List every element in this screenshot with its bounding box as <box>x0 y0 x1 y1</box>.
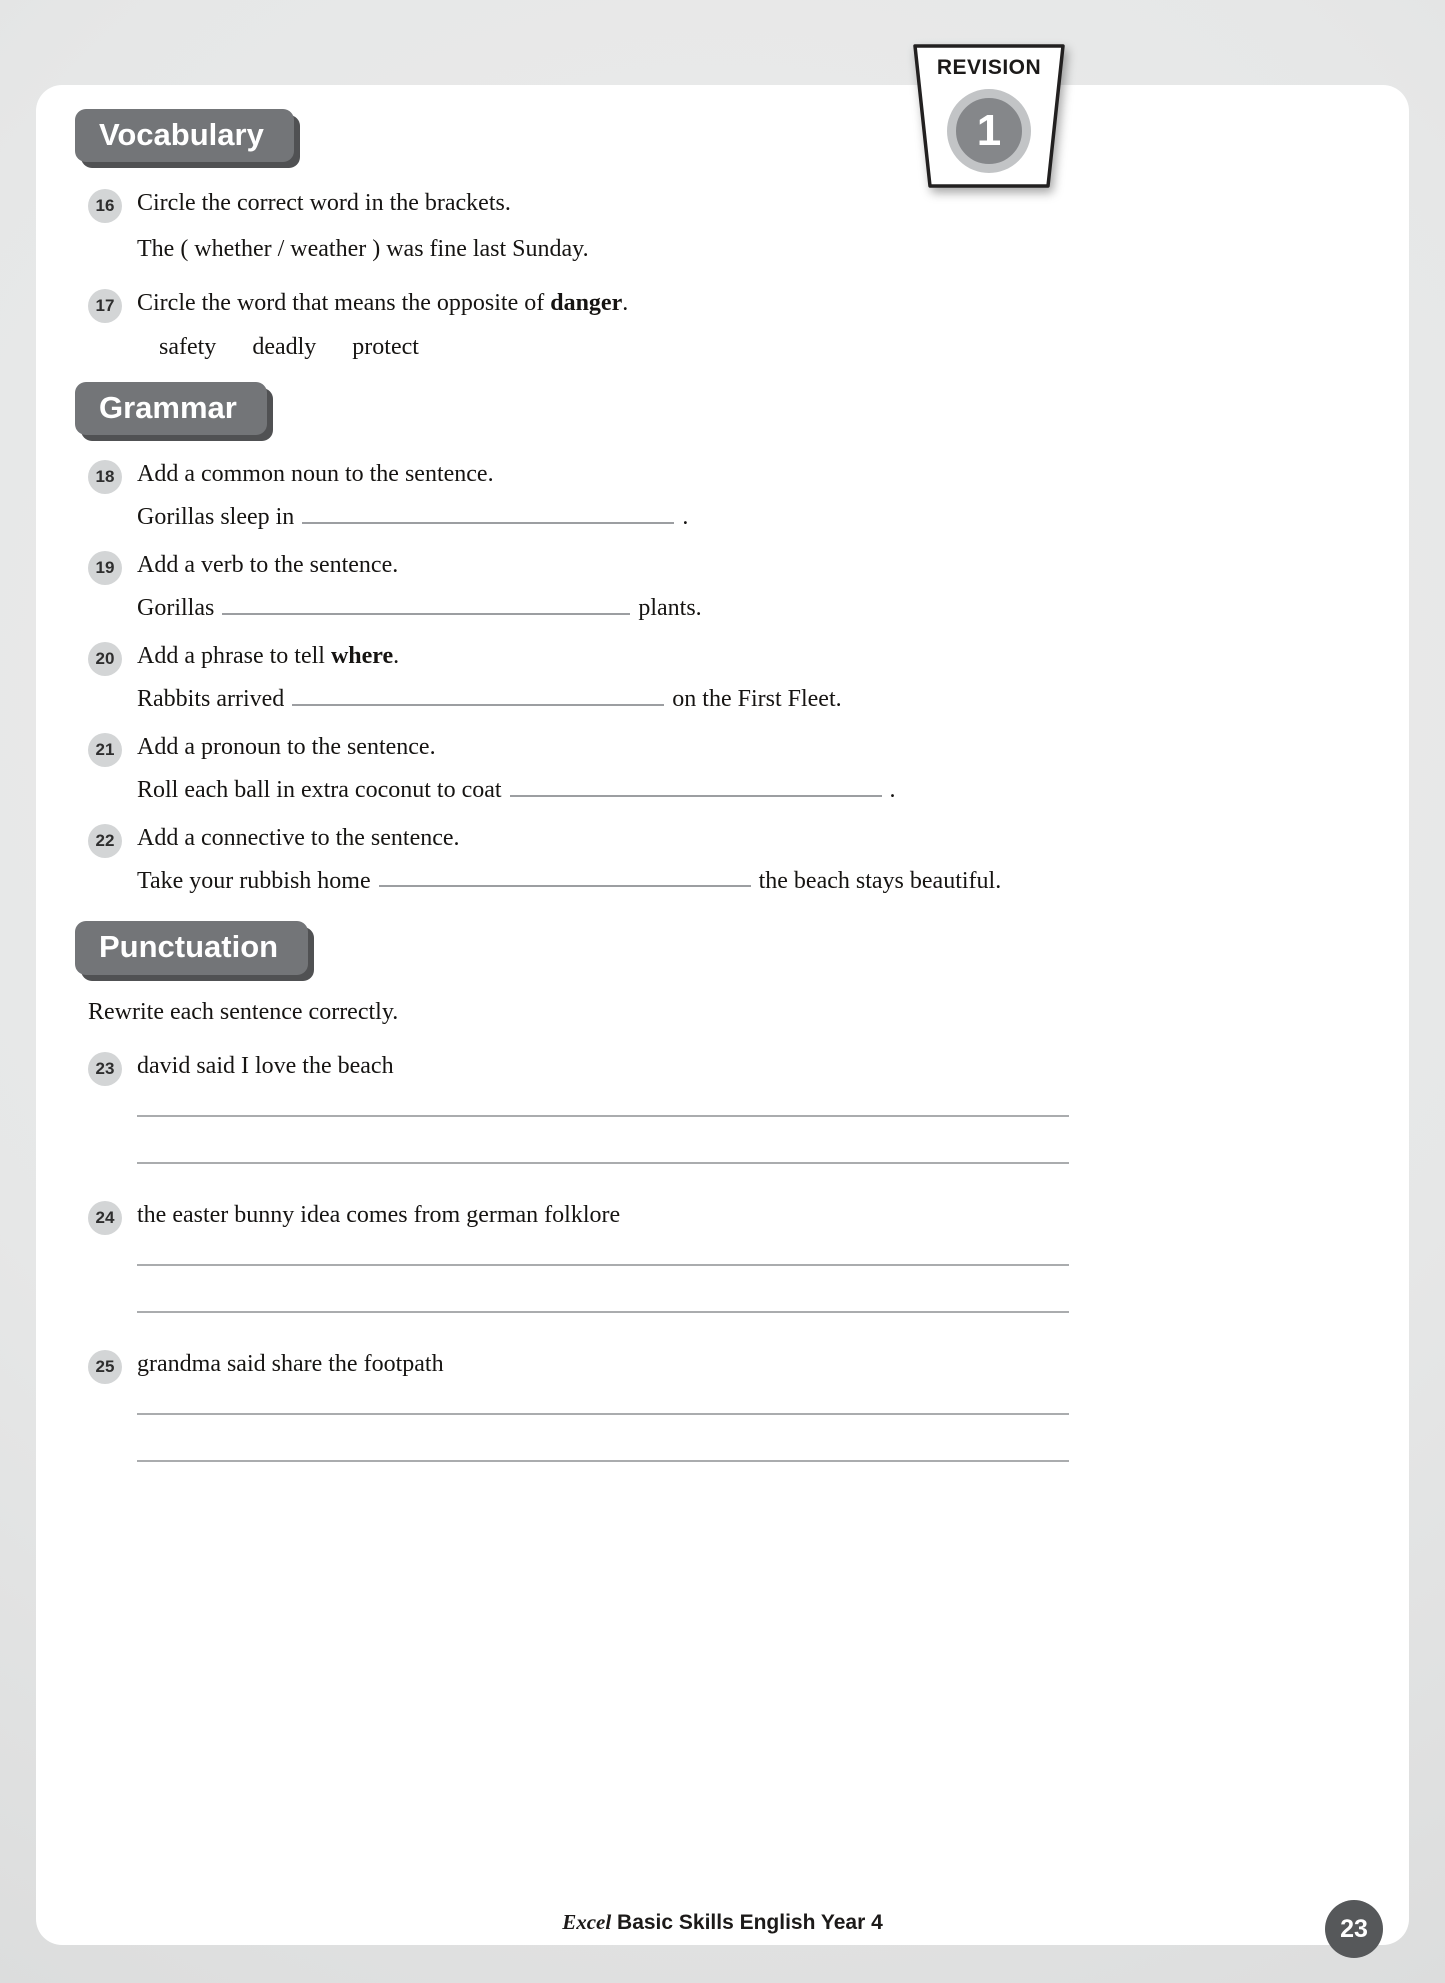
revision-label: REVISION <box>936 56 1042 79</box>
question-17-number: 17 <box>88 289 122 323</box>
question-18-sentence <box>137 501 1349 532</box>
answer-line <box>137 1115 1069 1117</box>
revision-number-circle <box>947 89 1031 173</box>
footer <box>36 1910 1409 1935</box>
question-24-number: 24 <box>88 1201 122 1235</box>
worksheet-content <box>36 85 1409 1462</box>
question-22-before: Take your rubbish home <box>137 867 371 894</box>
question-22 <box>88 823 1349 896</box>
question-20-prompt-post: . <box>393 642 400 669</box>
question-19-prompt: Add a verb to the sentence. <box>137 552 399 579</box>
question-23-number: 23 <box>88 1052 122 1086</box>
punctuation-instruction: Rewrite each sentence correctly. <box>88 998 399 1025</box>
option-deadly: deadly <box>252 334 317 361</box>
answer-blank <box>379 865 751 888</box>
question-21-before: Roll each ball in extra coconut to coat <box>137 776 502 803</box>
question-18-number: 18 <box>88 460 122 494</box>
question-23-sentence: david said I love the beach <box>137 1052 394 1079</box>
question-25-number: 25 <box>88 1350 122 1384</box>
question-20-before: Rabbits arrived <box>137 685 285 712</box>
question-16-prompt: Circle the correct word in the brackets. <box>137 190 511 217</box>
question-24-sentence: the easter bunny idea comes from german folklore <box>137 1201 621 1228</box>
answer-line <box>137 1264 1069 1266</box>
question-23 <box>88 1051 1349 1164</box>
footer-series-name: Excel <box>562 1910 612 1934</box>
question-19-sentence <box>137 592 1349 623</box>
question-25-sentence: grandma said share the footpath <box>137 1350 444 1377</box>
answer-line <box>137 1162 1069 1164</box>
footer-series-rest: Basic Skills English Year 4 <box>611 1911 883 1934</box>
question-20-number: 20 <box>88 642 122 676</box>
answer-line <box>137 1311 1069 1313</box>
question-17-prompt <box>137 288 1349 318</box>
question-22-after: the beach stays beautiful. <box>758 867 1002 894</box>
question-17-options <box>137 332 1349 362</box>
question-18-after: . <box>682 504 689 531</box>
revision-badge <box>909 41 1069 191</box>
question-16-number: 16 <box>88 189 122 223</box>
option-safety: safety <box>159 334 217 361</box>
question-19 <box>88 550 1349 623</box>
question-19-after: plants. <box>638 594 702 621</box>
question-18-before: Gorillas sleep in <box>137 504 295 531</box>
question-18 <box>88 459 1349 532</box>
answer-line <box>137 1460 1069 1462</box>
question-19-before: Gorillas <box>137 594 215 621</box>
question-16-sentence: The ( whether / weather ) was fine last Sunday. <box>137 236 589 263</box>
revision-number: 1 <box>976 106 1002 155</box>
question-20-prompt <box>137 641 1349 671</box>
question-20-after: on the First Fleet. <box>672 685 842 712</box>
question-24 <box>88 1200 1349 1313</box>
question-20-prompt-pre: Add a phrase to tell <box>137 642 331 669</box>
question-22-sentence <box>137 865 1349 896</box>
question-21-number: 21 <box>88 733 122 767</box>
answer-blank <box>302 501 674 524</box>
answer-blank <box>292 683 664 706</box>
option-protect: protect <box>352 334 419 361</box>
answer-blank <box>222 592 630 615</box>
question-20-sentence <box>137 683 1349 714</box>
question-16 <box>88 188 1349 264</box>
question-20-prompt-bold: where <box>330 642 394 669</box>
question-17-prompt-bold: danger <box>550 290 623 317</box>
question-18-prompt: Add a common noun to the sentence. <box>137 461 494 488</box>
question-21-sentence <box>137 774 1349 805</box>
section-header-grammar: Grammar <box>75 382 267 435</box>
question-21-prompt: Add a pronoun to the sentence. <box>137 733 436 760</box>
answer-blank <box>510 774 882 797</box>
question-25 <box>88 1349 1349 1462</box>
section-header-punctuation: Punctuation <box>75 921 308 974</box>
question-17-prompt-post: . <box>622 290 629 317</box>
page-number-badge: 23 <box>1325 1900 1383 1958</box>
question-21-after: . <box>889 776 896 803</box>
question-22-prompt: Add a connective to the sentence. <box>137 824 460 851</box>
section-header-vocabulary: Vocabulary <box>75 109 294 162</box>
question-20 <box>88 641 1349 714</box>
question-21 <box>88 732 1349 805</box>
answer-line <box>137 1413 1069 1415</box>
question-19-number: 19 <box>88 551 122 585</box>
worksheet-page <box>36 56 1409 1945</box>
question-22-number: 22 <box>88 824 122 858</box>
question-17-prompt-pre: Circle the word that means the opposite of <box>137 290 551 317</box>
question-17 <box>88 288 1349 362</box>
